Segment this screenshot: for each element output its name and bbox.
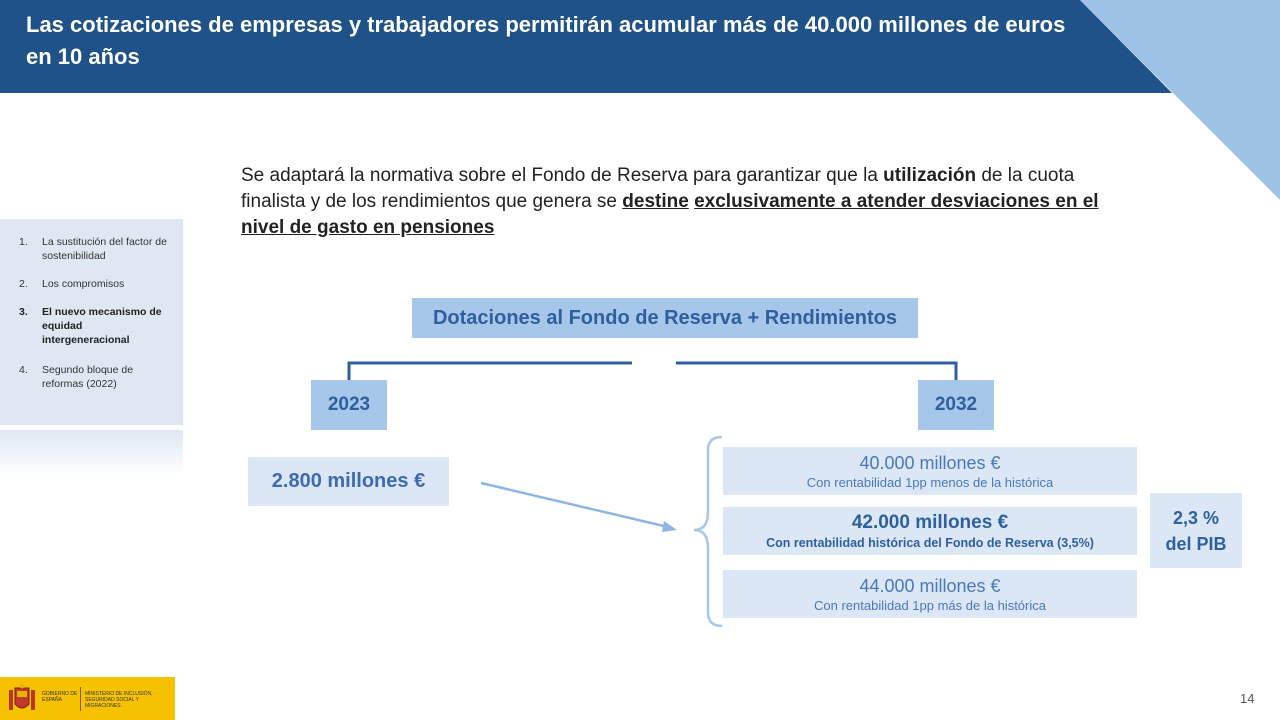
logo-divider [80, 687, 81, 711]
sidebar-item-label: Segundo bloque de reformas (2022) [42, 364, 134, 390]
scenario-high-box [723, 570, 1137, 618]
sidebar-item-label: El nuevo mecanismo de equidad intergeneracional [42, 306, 162, 346]
intro-bold-2: destine [622, 191, 689, 212]
slide-title: Las cotizaciones de empresas y trabajadores permitirán acumular más de 40.000 millones de euros en 10 años [26, 12, 1066, 69]
scenario-historic-desc: Con rentabilidad histórica del Fondo de Reserva (3,5%) [766, 536, 1094, 550]
sidebar-item-label: Los compromisos [42, 278, 125, 290]
scenario-high-desc: Con rentabilidad 1pp más de la histórica [814, 598, 1046, 613]
scenario-historic-box [723, 507, 1137, 555]
reserve-fund-label: Dotaciones al Fondo de Reserva + Rendimientos [412, 298, 918, 338]
sidebar-item-number: 1. [19, 236, 28, 248]
scenario-high-amount: 44.000 millones € [859, 576, 1001, 596]
scenario-brace [694, 437, 722, 626]
intro-bold-1: utilización [883, 165, 977, 186]
sidebar-item-number: 3. [19, 306, 28, 318]
intro-text-2: de la cuota finalista y de los rendimientos que genera se [241, 165, 1075, 212]
year-end-label: 2032 [918, 380, 994, 430]
sidebar-item-label: La sustitución del factor de sostenibilidad [42, 236, 167, 262]
intro-text-1: Se adaptará la normativa sobre el Fondo de Reserva para garantizar que la [241, 165, 884, 186]
scenario-low-amount: 40.000 millones € [859, 453, 1001, 473]
scenario-low-box [723, 447, 1137, 495]
connector-right [676, 363, 956, 380]
logo-ministry-text: MINISTERIO DE INCLUSIÓN, SEGURIDAD SOCIAL Y MIGRACIONES [85, 691, 153, 709]
base-value-box: 2.800 millones € [248, 457, 449, 506]
logo-government-text: GOBIERNO DE ESPAÑA [42, 691, 78, 703]
gdp-share-label: del PIB [1165, 534, 1227, 554]
sidebar-item-number: 4. [19, 364, 28, 376]
scenario-historic-amount: 42.000 millones € [851, 512, 1009, 533]
growth-arrow-head [662, 521, 677, 532]
scenario-low-desc: Con rentabilidad 1pp menos de la histórica [806, 475, 1054, 490]
page-number: 14 [1240, 691, 1255, 706]
connector-left [349, 363, 632, 380]
intro-underlined: exclusivamente a atender desviaciones en el nivel de gasto en pensiones [241, 191, 1099, 238]
gdp-share-value: 2,3 % [1172, 508, 1220, 528]
growth-arrow [481, 483, 668, 527]
gdp-share-box [1150, 493, 1242, 568]
sidebar-item-number: 2. [19, 278, 28, 290]
coat-of-arms-icon [5, 682, 39, 716]
year-start-label: 2023 [311, 380, 387, 430]
government-logo [0, 677, 175, 720]
